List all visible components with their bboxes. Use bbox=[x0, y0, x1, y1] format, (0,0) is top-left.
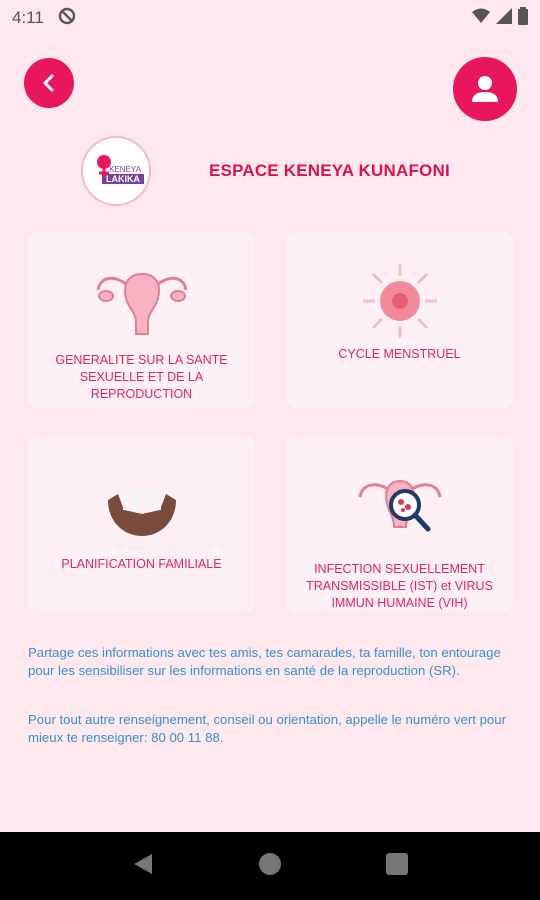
battery-icon bbox=[518, 7, 528, 30]
card-label: PLANIFICATION FAMILIALE bbox=[61, 557, 222, 571]
card-label: CYCLE MENSTRUEL bbox=[338, 347, 461, 361]
nav-home-icon[interactable] bbox=[258, 852, 282, 881]
signal-icon bbox=[496, 8, 512, 29]
share-info-text: Partage ces informations avec tes amis, tes camarades, ta famille, ton entourage pour les sensibiliser sur les informations en santé de la reproduction (SR). bbox=[28, 645, 501, 678]
system-nav-bar bbox=[0, 832, 540, 900]
back-button[interactable] bbox=[24, 58, 74, 108]
do-not-disturb-icon bbox=[58, 7, 76, 30]
logo-text-bottom: LAKIKA bbox=[102, 174, 144, 184]
app-logo bbox=[81, 136, 151, 206]
nav-back-icon[interactable] bbox=[132, 852, 154, 881]
uterus-illustration bbox=[28, 256, 255, 346]
contact-info-text: Pour tout autre renseignement, conseil ou orientation, appelle le numéro vert pour mieux te renseigner: 80 00 11 88. bbox=[28, 712, 506, 745]
profile-button[interactable] bbox=[453, 57, 517, 121]
card-label: INFECTION SEXUELLEMENT TRANSMISSIBLE (IST) et VIRUS IMMUN HUMAINE (VIH) bbox=[306, 562, 493, 610]
wifi-icon bbox=[472, 8, 490, 29]
nav-recents-icon[interactable] bbox=[386, 853, 408, 880]
card-sexual-health[interactable] bbox=[28, 232, 255, 408]
logo-text-top: KENEYA bbox=[109, 164, 141, 174]
ovum-illustration bbox=[286, 256, 513, 346]
user-icon bbox=[470, 74, 500, 104]
uterus-magnifier-illustration bbox=[286, 466, 513, 553]
card-menstrual-cycle[interactable] bbox=[286, 232, 513, 408]
card-sti-hiv[interactable] bbox=[286, 436, 513, 612]
card-family-planning[interactable] bbox=[28, 436, 255, 612]
page-title: ESPACE KENEYA KUNAFONI bbox=[209, 161, 450, 180]
status-bar bbox=[0, 0, 540, 36]
family-hands-illustration bbox=[28, 460, 255, 550]
female-symbol-icon bbox=[93, 152, 119, 178]
status-time: 4:11 bbox=[12, 8, 44, 27]
chevron-left-icon bbox=[39, 73, 59, 93]
card-label: GENERALITE SUR LA SANTE SEXUELLE ET DE LA REPRODUCTION bbox=[55, 353, 228, 401]
